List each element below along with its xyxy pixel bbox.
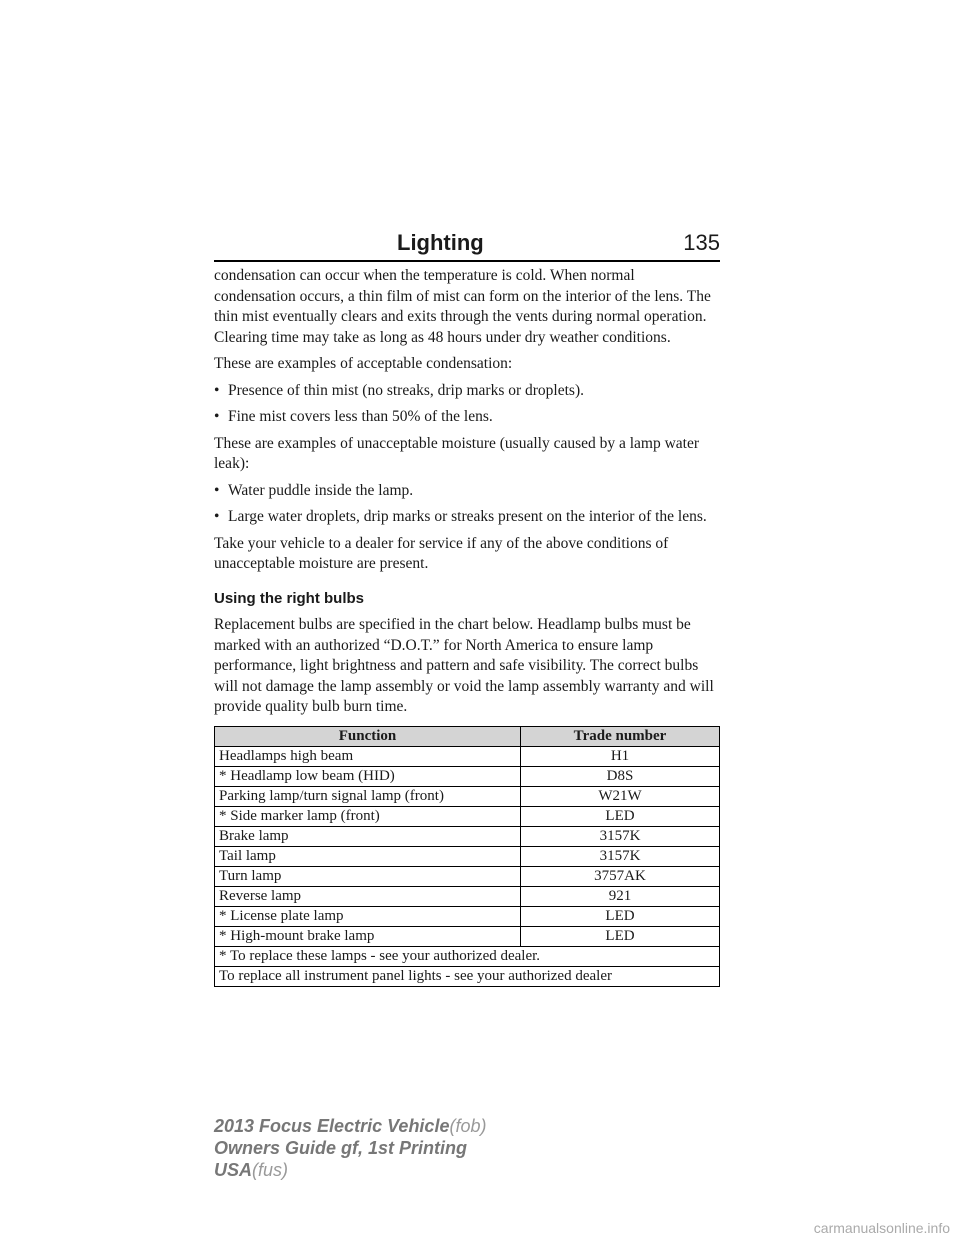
table-note: * To replace these lamps - see your authorized dealer. [215,946,720,966]
print-footer [214,1115,486,1181]
table-row [215,846,720,866]
paragraph: condensation can occur when the temperature is cold. When normal condensation occurs, a thin film of mist can form on the interior of the lens. The thin mist eventually clears and exits through the vents during normal operation. Clearing time may take as long as 48 hours under dry weather conditions. [214,267,711,346]
trade-number-cell: 3157K [521,846,720,866]
main-content [214,266,720,987]
table-row [215,746,720,766]
trade-number-cell: 921 [521,886,720,906]
table-row [215,826,720,846]
section-title: Lighting [397,230,484,255]
trade-number-cell: 3157K [521,826,720,846]
trade-number-cell: W21W [521,786,720,806]
function-cell: Reverse lamp [215,886,521,906]
table-note-row [215,946,720,966]
footer-line [214,1137,486,1159]
function-cell: * Headlamp low beam (HID) [215,766,521,786]
function-cell: Brake lamp [215,826,521,846]
table-row [215,786,720,806]
trade-number-cell: D8S [521,766,720,786]
function-cell: Turn lamp [215,866,521,886]
watermark: carmanualsonline.info [813,1220,950,1236]
function-cell: Tail lamp [215,846,521,866]
footer-line [214,1115,486,1137]
footer-region-code: (fus) [252,1160,289,1180]
trade-number-cell: LED [521,926,720,946]
footer-guide: Owners Guide gf, 1st Printing [214,1138,468,1158]
list-item: • Fine mist covers less than 50% of the lens. [214,407,720,428]
function-cell: * Side marker lamp (front) [215,806,521,826]
table-row [215,926,720,946]
trade-number-cell: LED [521,906,720,926]
footer-region: USA [214,1160,253,1180]
function-cell: Parking lamp/turn signal lamp (front) [215,786,521,806]
list-item: • Large water droplets, drip marks or streaks present on the interior of the lens. [214,507,720,528]
subsection-heading: Using the right bulbs [214,589,364,607]
function-cell: * High-mount brake lamp [215,926,521,946]
page-number: 135 [683,230,720,255]
footer-model: 2013 Focus Electric Vehicle [214,1116,450,1136]
table-row [215,866,720,886]
column-header-function: Function [215,726,521,746]
table-note-row [215,966,720,986]
trade-number-cell: H1 [521,746,720,766]
list-item: • Water puddle inside the lamp. [214,481,720,502]
table-row [215,906,720,926]
table-header-row [215,726,720,746]
footer-line [214,1159,486,1181]
table-row [215,766,720,786]
paragraph: These are examples of acceptable condensation: [214,355,513,372]
table-row [215,886,720,906]
bulb-table [214,726,720,987]
paragraph: These are examples of unacceptable moisture (usually caused by a lamp water leak): [214,434,700,472]
table-note: To replace all instrument panel lights - see your authorized dealer [215,966,720,986]
page-header [214,228,720,262]
footer-code: (fob) [449,1116,487,1136]
column-header-trade-number: Trade number [521,726,720,746]
paragraph: Replacement bulbs are specified in the chart below. Headlamp bulbs must be marked with an authorized “D.O.T.” for North America to ensure lamp performance, light brightness and pattern and safe visibility. The correct bulbs will not damage the lamp assembly or void the lamp assembly warranty and will provide quality bulb burn time. [214,616,714,715]
unacceptable-list [214,481,720,528]
paragraph: Take your vehicle to a dealer for service if any of the above conditions of unacceptable moisture are present. [214,534,669,572]
acceptable-list [214,381,720,428]
table-row [215,806,720,826]
function-cell: Headlamps high beam [215,746,521,766]
list-item: • Presence of thin mist (no streaks, drip marks or droplets). [214,381,720,402]
trade-number-cell: 3757AK [521,866,720,886]
trade-number-cell: LED [521,806,720,826]
function-cell: * License plate lamp [215,906,521,926]
